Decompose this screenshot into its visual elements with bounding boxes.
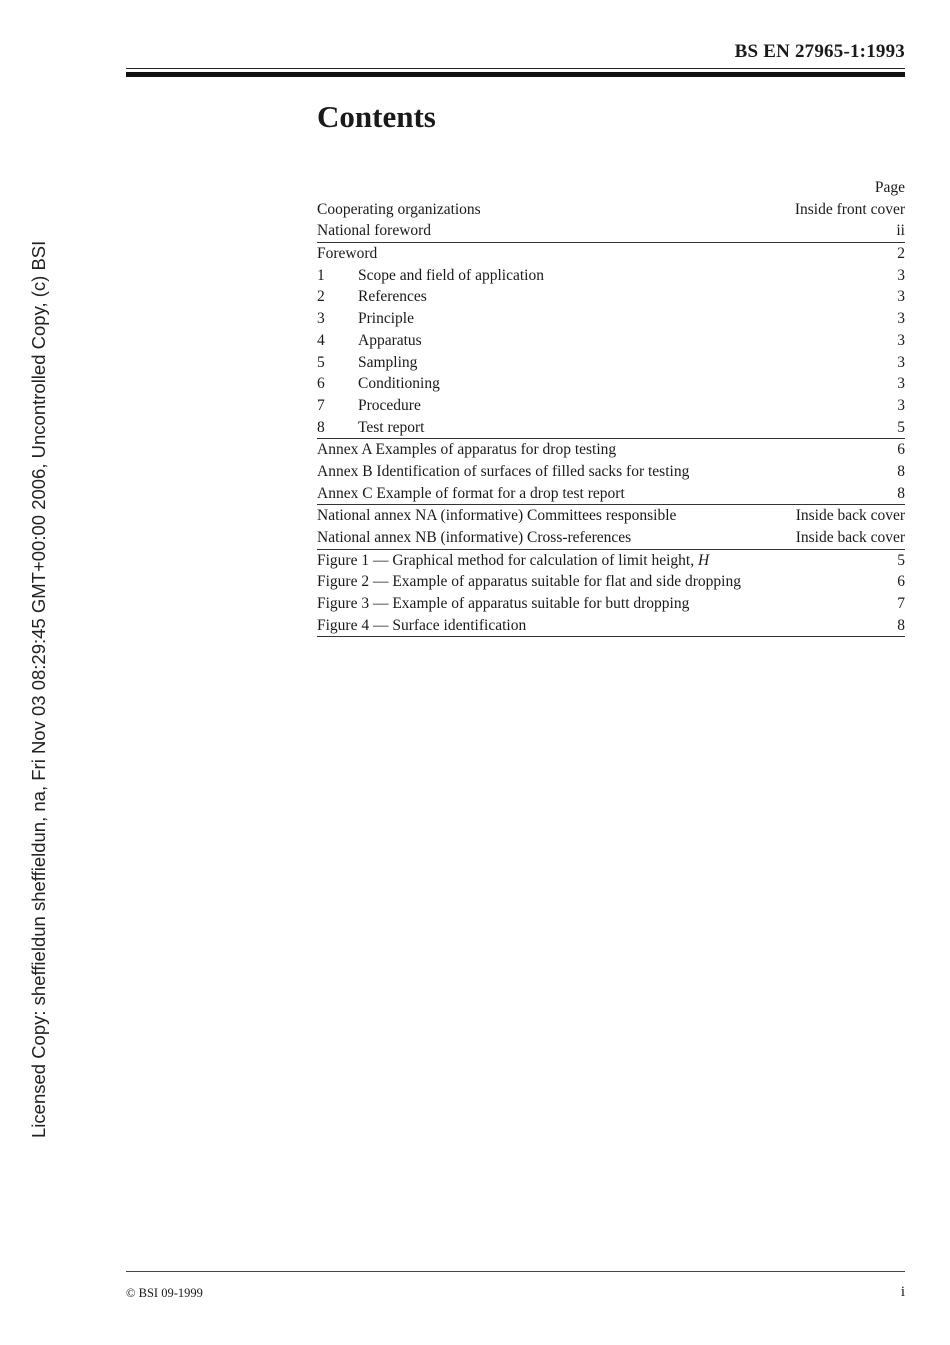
toc-entry[interactable] — [317, 483, 905, 505]
toc-entry-text: Annex A Examples of apparatus for drop testing — [317, 441, 617, 459]
toc-entry-page: 3 — [897, 288, 905, 306]
license-notice: Licensed Copy: sheffieldun sheffieldun, na, Fri Nov 03 08:29:45 GMT+00:00 2006, Uncontrolled Copy, (c) BSI — [28, 240, 49, 1138]
toc-entry[interactable] — [317, 286, 905, 308]
toc-entry[interactable] — [317, 527, 905, 549]
toc-entry-number: 2 — [317, 288, 325, 306]
toc-entry-text: Apparatus — [358, 331, 422, 349]
footer-rule — [126, 1271, 905, 1272]
table-of-contents — [317, 177, 905, 637]
toc-entry-page: 6 — [897, 573, 905, 591]
toc-entry[interactable] — [317, 220, 905, 242]
toc-entry-text: Figure 3 — Example of apparatus suitable for butt dropping — [317, 595, 690, 613]
toc-separator — [317, 636, 905, 637]
toc-page-heading: Page — [874, 179, 905, 196]
header-rule-thin — [126, 68, 905, 69]
toc-entry-number: 6 — [317, 375, 325, 393]
toc-entry-text: Scope and field of application — [358, 266, 544, 284]
toc-entry-page: 8 — [897, 484, 905, 502]
toc-entry-text: References — [358, 288, 427, 306]
toc-entry-text: Procedure — [358, 396, 421, 414]
toc-entry-text: Test report — [358, 418, 425, 436]
toc-entry-text: Figure 1 — Graphical method for calculation of limit height, — [317, 551, 698, 569]
toc-entry-text: Conditioning — [358, 375, 440, 393]
toc-entry-number: 7 — [317, 396, 325, 414]
toc-entry-number: 4 — [317, 331, 325, 349]
toc-entry-page: Inside front cover — [794, 200, 905, 218]
toc-page-heading-row — [317, 177, 905, 199]
toc-entry[interactable] — [317, 243, 905, 265]
toc-entry[interactable] — [317, 265, 905, 287]
toc-entry-page: 3 — [897, 353, 905, 371]
toc-entry-number: 3 — [317, 310, 325, 328]
toc-entry-page: 3 — [897, 375, 905, 393]
toc-entry-page: 8 — [897, 616, 905, 634]
footer-copyright: © BSI 09-1999 — [126, 1286, 203, 1300]
toc-entry-page: 3 — [897, 331, 905, 349]
toc-entry[interactable] — [317, 199, 905, 221]
toc-entry-page: Inside back cover — [795, 507, 905, 525]
page-title: Contents — [317, 99, 436, 134]
toc-entry[interactable] — [317, 439, 905, 461]
toc-entry-text: Figure 2 — Example of apparatus suitable for flat and side dropping — [317, 573, 741, 591]
toc-entry[interactable] — [317, 461, 905, 483]
toc-entry-page: 3 — [897, 396, 905, 414]
footer-page-number: i — [900, 1284, 905, 1300]
toc-entry[interactable] — [317, 330, 905, 352]
toc-entry-page: 5 — [897, 418, 905, 436]
toc-entry-text: National annex NA (informative) Committees responsible — [317, 507, 677, 525]
toc-entry[interactable] — [317, 373, 905, 395]
toc-entry-page: Inside back cover — [795, 529, 905, 546]
toc-entry[interactable] — [317, 417, 905, 439]
toc-entry[interactable] — [317, 308, 905, 330]
toc-entry-text: Figure 4 — Surface identification — [317, 616, 527, 634]
toc-entry-text: Sampling — [358, 353, 418, 371]
toc-entry-text: National foreword — [317, 222, 432, 240]
toc-entry-italic-symbol: H — [697, 551, 710, 569]
toc-entry[interactable] — [317, 550, 905, 572]
toc-entry-text: National annex NB (informative) Cross-references — [317, 529, 632, 546]
toc-entry-text: Principle — [358, 310, 414, 328]
toc-entry[interactable] — [317, 571, 905, 593]
toc-entry-page: 8 — [897, 462, 905, 480]
toc-entry[interactable] — [317, 395, 905, 417]
toc-entry-number: 1 — [317, 266, 325, 284]
toc-entry-text: Annex C Example of format for a drop test report — [317, 484, 625, 502]
toc-entry[interactable] — [317, 505, 905, 527]
standard-number: BS EN 27965-1:1993 — [734, 41, 905, 62]
toc-entry[interactable] — [317, 593, 905, 615]
toc-entry-text: Annex B Identification of surfaces of filled sacks for testing — [317, 462, 690, 480]
toc-entry-text: Foreword — [317, 245, 378, 263]
toc-entry-page: 3 — [897, 266, 905, 284]
toc-entry-page: 5 — [897, 551, 905, 569]
toc-entry-page: ii — [896, 222, 905, 240]
toc-entry-page: 7 — [897, 595, 905, 613]
toc-entry-page: 6 — [897, 441, 905, 459]
toc-entry-page: 2 — [897, 245, 905, 263]
toc-entry-text: Cooperating organizations — [317, 200, 481, 218]
toc-entry[interactable] — [317, 352, 905, 374]
toc-entry-number: 8 — [317, 418, 325, 436]
toc-entry-page: 3 — [897, 310, 905, 328]
toc-entry[interactable] — [317, 615, 905, 637]
header-rule-thick — [126, 72, 905, 77]
toc-entry-number: 5 — [317, 353, 325, 371]
